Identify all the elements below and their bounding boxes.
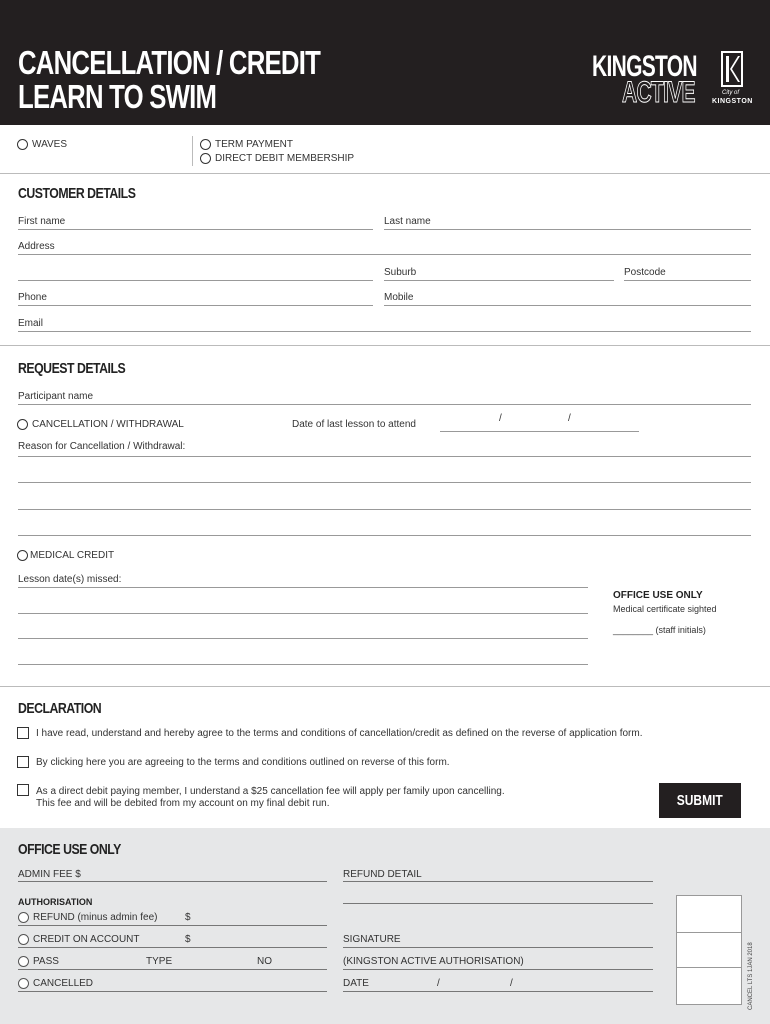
participant-name-field[interactable]	[18, 404, 751, 405]
credit-label: CREDIT ON ACCOUNT	[33, 934, 140, 945]
reason-field-line1[interactable]	[18, 456, 751, 457]
section-divider	[0, 345, 770, 346]
waves-label: WAVES	[32, 139, 68, 150]
cancelled-label: CANCELLED	[33, 978, 94, 989]
term-payment-radio[interactable]	[200, 139, 211, 150]
lessons-missed-field-line1[interactable]	[18, 587, 588, 588]
date-slash: /	[510, 978, 513, 989]
office-use-label: OFFICE USE ONLY	[613, 590, 703, 601]
pass-label: PASS	[33, 956, 59, 967]
request-details-heading: REQUEST DETAILS	[18, 360, 126, 377]
logo-kingston-text: KINGSTON	[592, 50, 697, 83]
last-name-field[interactable]	[384, 229, 751, 230]
city-of-kingston-logo	[710, 50, 756, 110]
header-banner	[0, 0, 770, 125]
refund-radio[interactable]	[18, 912, 29, 923]
medical-credit-label: MEDICAL CREDIT	[30, 550, 115, 561]
program-divider	[192, 136, 193, 166]
postcode-label: Postcode	[624, 267, 666, 278]
medical-sighted-label: Medical certificate sighted	[613, 604, 717, 614]
declaration-text-3a: As a direct debit paying member, I understand a $25 cancellation fee will apply per family upon cancelling.	[36, 786, 505, 797]
email-label: Email	[18, 318, 44, 329]
submit-button-label: SUBMIT	[677, 792, 723, 809]
date-slash: /	[437, 978, 440, 989]
refund-dollar: $	[185, 912, 191, 923]
staff-initials-label: ________ (staff initials)	[613, 625, 706, 635]
direct-debit-radio[interactable]	[200, 153, 211, 164]
cancellation-label: CANCELLATION / WITHDRAWAL	[32, 419, 184, 430]
cancelled-field[interactable]	[18, 991, 327, 992]
office-use-heading: OFFICE USE ONLY	[18, 841, 121, 858]
reason-field-line4[interactable]	[18, 535, 751, 536]
reason-field-line3[interactable]	[18, 509, 751, 510]
suburb-field[interactable]	[384, 280, 614, 281]
refund-field[interactable]	[18, 925, 327, 926]
admin-fee-label: ADMIN FEE $	[18, 869, 81, 880]
date-label: DATE	[343, 978, 369, 989]
term-payment-label: TERM PAYMENT	[215, 139, 293, 150]
address-field-line2[interactable]	[18, 280, 373, 281]
declaration-checkbox-3[interactable]	[17, 784, 29, 796]
signature-field[interactable]	[343, 947, 653, 948]
pass-field[interactable]	[18, 969, 327, 970]
no-label: NO	[257, 956, 272, 967]
type-label: TYPE	[146, 956, 173, 967]
pass-radio[interactable]	[18, 956, 29, 967]
last-name-label: Last name	[384, 216, 431, 227]
waves-radio[interactable]	[17, 139, 28, 150]
credit-radio[interactable]	[18, 934, 29, 945]
city-name-label: KINGSTON	[712, 98, 753, 105]
office-box-2[interactable]	[676, 932, 742, 968]
mobile-field[interactable]	[384, 305, 751, 306]
email-field[interactable]	[18, 331, 751, 332]
date-slash: /	[499, 413, 502, 424]
city-of-label: City of	[722, 90, 740, 96]
customer-details-heading: CUSTOMER DETAILS	[18, 185, 136, 202]
form-title-line1: CANCELLATION / CREDIT	[18, 44, 321, 81]
kingston-authorisation-label: (KINGSTON ACTIVE AUTHORISATION)	[343, 956, 524, 967]
lessons-missed-field-line2[interactable]	[18, 613, 588, 614]
declaration-text-2: By clicking here you are agreeing to the terms and conditions outlined on reverse of this form.	[36, 757, 450, 768]
postcode-field[interactable]	[624, 280, 751, 281]
first-name-label: First name	[18, 216, 66, 227]
office-box-1[interactable]	[676, 895, 742, 933]
declaration-text-1: I have read, understand and hereby agree to the terms and conditions of cancellation/credit as defined on the reverse of application form.	[36, 728, 643, 739]
declaration-text-3b: This fee and will be debited from my account on my final debit run.	[36, 798, 330, 809]
medical-credit-radio[interactable]	[17, 550, 28, 561]
refund-detail-field-line2[interactable]	[343, 903, 653, 904]
date-field[interactable]	[343, 991, 653, 992]
submit-button[interactable]	[659, 783, 741, 818]
declaration-heading: DECLARATION	[18, 700, 102, 717]
credit-dollar: $	[185, 934, 191, 945]
participant-name-label: Participant name	[18, 391, 94, 402]
declaration-checkbox-2[interactable]	[17, 756, 29, 768]
first-name-field[interactable]	[18, 229, 373, 230]
signature-label: SIGNATURE	[343, 934, 401, 945]
credit-field[interactable]	[18, 947, 327, 948]
section-divider	[0, 686, 770, 687]
phone-label: Phone	[18, 292, 47, 303]
authorisation-label: AUTHORISATION	[18, 897, 93, 907]
refund-detail-label: REFUND DETAIL	[343, 869, 422, 880]
cancelled-radio[interactable]	[18, 978, 29, 989]
section-divider	[0, 173, 770, 174]
lessons-missed-field-line3[interactable]	[18, 638, 588, 639]
address-field[interactable]	[18, 254, 751, 255]
office-box-3[interactable]	[676, 967, 742, 1005]
form-title-line2: LEARN TO SWIM	[18, 78, 217, 115]
city-emblem-icon	[710, 50, 756, 88]
logo-active-text: ACTIVE	[622, 76, 695, 109]
lessons-missed-label: Lesson date(s) missed:	[18, 574, 122, 585]
suburb-label: Suburb	[384, 267, 417, 278]
authorisation-field[interactable]	[343, 969, 653, 970]
last-lesson-date-field[interactable]	[440, 431, 639, 432]
reason-label: Reason for Cancellation / Withdrawal:	[18, 441, 186, 452]
refund-label: REFUND (minus admin fee)	[33, 912, 158, 923]
phone-field[interactable]	[18, 305, 373, 306]
cancellation-radio[interactable]	[17, 419, 28, 430]
last-lesson-label: Date of last lesson to attend	[292, 419, 416, 430]
address-label: Address	[18, 241, 55, 252]
mobile-label: Mobile	[384, 292, 414, 303]
lessons-missed-field-line4[interactable]	[18, 664, 588, 665]
declaration-checkbox-1[interactable]	[17, 727, 29, 739]
reason-field-line2[interactable]	[18, 482, 751, 483]
form-code: CANCEL LTS 1JAN 2018	[748, 942, 754, 1010]
admin-fee-field[interactable]	[18, 881, 327, 882]
refund-detail-field[interactable]	[343, 881, 653, 882]
date-slash: /	[568, 413, 571, 424]
direct-debit-label: DIRECT DEBIT MEMBERSHIP	[215, 153, 355, 164]
